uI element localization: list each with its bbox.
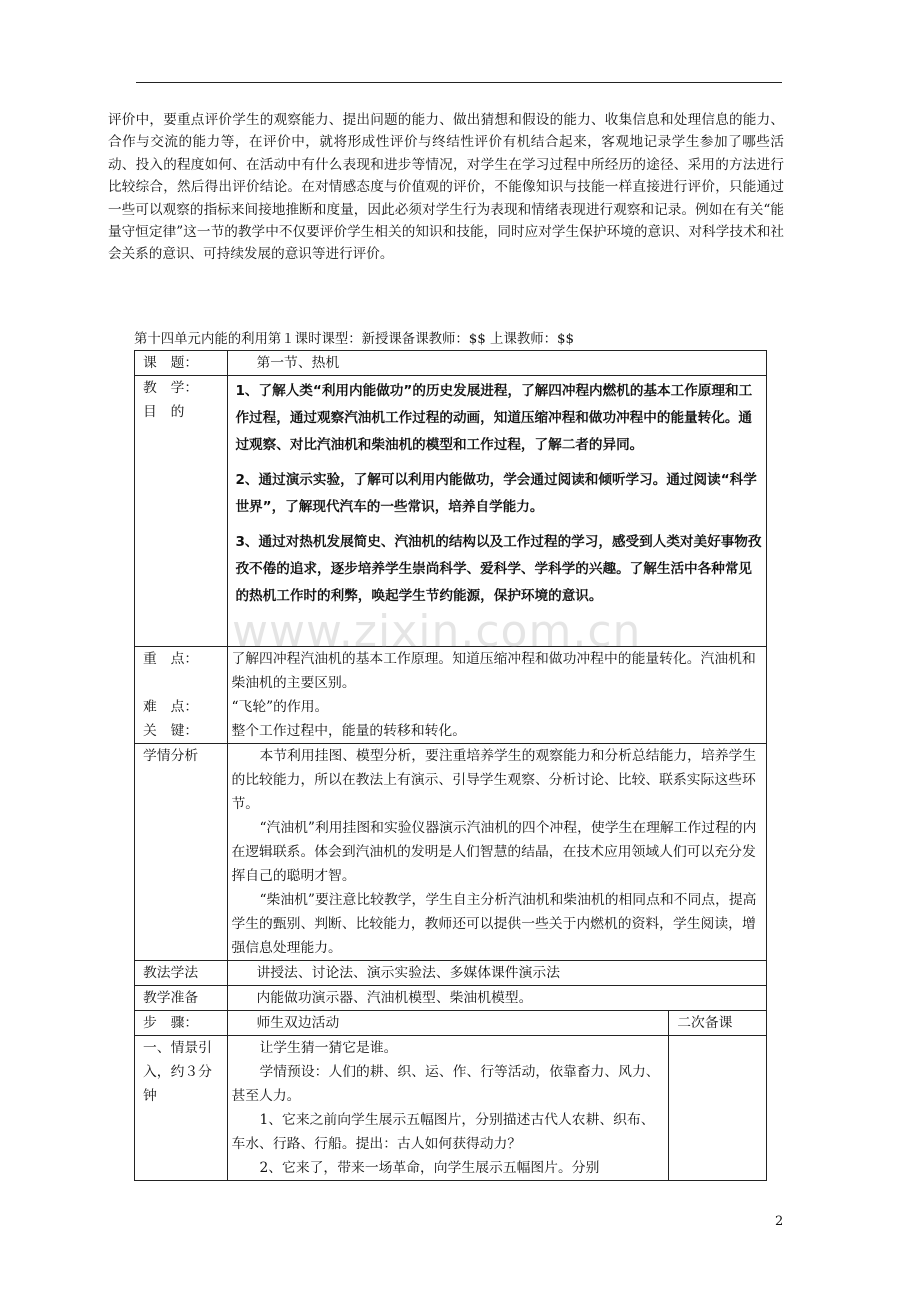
prep-value: 内能做功演示器、汽油机模型、柴油机模型。 bbox=[228, 986, 767, 1011]
objective-item: 1、了解人类“利用内能做功”的历史发展进程，了解四冲程内燃机的基本工作原理和工作过程，通过观察汽油机工作过程的动画，知道压缩冲程和做功冲程中的能量转化。通过观察、对比汽油机和柴油机的模型和工作过程，了解二者的异同。 bbox=[235, 383, 753, 453]
lesson-plan-table bbox=[134, 350, 767, 1181]
row-analysis bbox=[135, 744, 767, 961]
topic-value: 第一节、热机 bbox=[228, 351, 767, 376]
row-prep bbox=[135, 986, 767, 1011]
step1-label: 一、情景引入，约３分钟 bbox=[135, 1036, 228, 1181]
watermark: www.zixin.com.cn bbox=[232, 606, 642, 657]
objective-item: 2、通过演示实验，了解可以利用内能做功，学会通过阅读和倾听学习。通过阅读“科学世界”，了解现代汽车的一些常识，培养自学能力。 bbox=[235, 472, 757, 515]
step1-paragraph: 让学生猜一猜它是谁。 bbox=[259, 1040, 398, 1056]
second-prep-label: 二次备课 bbox=[669, 1011, 767, 1036]
analysis-label: 学情分析 bbox=[135, 744, 228, 961]
page-number: 2 bbox=[775, 1214, 784, 1229]
step1-second-prep bbox=[669, 1036, 767, 1181]
analysis-paragraph: “汽油机”利用挂图和实验仪器演示汽油机的四个冲程，使学生在理解工作过程的内在逻辑联系。体会到汽油机的发明是人们智慧的结晶，在技术应用领域人们可以充分发挥自己的聪明才智。 bbox=[231, 820, 757, 884]
analysis-paragraph: 本节利用挂图、模型分析，要注重培养学生的观察能力和分析总结能力，培养学生的比较能力，所以在教法上有演示、引导学生观察、分析讨论、比较、联系实际这些环节。 bbox=[231, 748, 757, 812]
step1-paragraph: 2、它来了，带来一场革命，向学生展示五幅图片。分别 bbox=[259, 1160, 600, 1176]
keypoint-text: 了解四冲程汽油机的基本工作原理。知道压缩冲程和做功冲程中的能量转化。汽油机和柴油机的主要区别。 bbox=[231, 651, 756, 691]
steps-label: 步 骤： bbox=[135, 1011, 228, 1036]
row-step1 bbox=[135, 1036, 767, 1181]
analysis-cell bbox=[228, 744, 767, 961]
difficulty-text: “飞轮”的作用。 bbox=[231, 699, 329, 715]
topic-label: 课 题： bbox=[135, 351, 228, 376]
step1-cell bbox=[228, 1036, 669, 1181]
keypoints-label: 重 点： 难 点： 关 键： bbox=[135, 647, 228, 744]
objective-item: 3、通过对热机发展简史、汽油机的结构以及工作过程的学习，感受到人类对美好事物孜孜不倦的追求，逐步培养学生崇尚科学、爱科学、学科学的兴趣。了解生活中各种常见的热机工作时的利弊，唤起学生节约能源，保护环境的意识。 bbox=[235, 534, 762, 604]
analysis-paragraph: “柴油机”要注意比较教学，学生自主分析汽油机和柴油机的相同点和不同点，提高学生的甄别、判断、比较能力，教师还可以提供一些关于内燃机的资料，学生阅读，增强信息处理能力。 bbox=[231, 892, 757, 956]
row-methods bbox=[135, 961, 767, 986]
header-rule bbox=[136, 82, 782, 83]
activities-label: 师生双边活动 bbox=[228, 1011, 669, 1036]
methods-value: 讲授法、讨论法、演示实验法、多媒体课件演示法 bbox=[228, 961, 767, 986]
row-topic bbox=[135, 351, 767, 376]
methods-label: 教法学法 bbox=[135, 961, 228, 986]
row-keypoints bbox=[135, 647, 767, 744]
keypoints-cell bbox=[228, 647, 767, 744]
objectives-label: 教 学： 目 的 bbox=[135, 376, 228, 647]
lesson-meta: 第十四单元内能的利用第１课时课型：新授课备课教师：$$ 上课教师：$$ bbox=[134, 332, 575, 347]
step1-paragraph: 1、它来之前向学生展示五幅图片，分别描述古代人农耕、织布、车水、行路、行船。提出：古人如何获得动力？ bbox=[231, 1112, 655, 1152]
row-steps-header bbox=[135, 1011, 767, 1036]
intro-paragraph: 评价中，要重点评价学生的观察能力、提出问题的能力、做出猜想和假设的能力、收集信息和处理信息的能力、合作与交流的能力等，在评价中，就将形成性评价与终结性评价有机结合起来，客观地记录学生参加了哪些活动、投入的程度如何、在活动中有什么表现和进步等情况，对学生在学习过程中所经历的途径、采用的方法进行比较综合，然后得出评价结论。在对情感态度与价值观的评价，不能像知识与技能一样直接进行评价，只能通过一些可以观察的指标来间接地推断和度量，因此必须对学生行为表现和情绪表现进行观察和记录。例如在有关“能量守恒定律”这一节的教学中不仅要评价学生相关的知识和技能，同时应对学生保护环境的意识、对科学技术和社会关系的意识、可持续发展的意识等进行评价。 bbox=[108, 112, 784, 263]
step1-paragraph: 学情预设：人们的耕、织、运、作、行等活动，依靠畜力、风力、甚至人力。 bbox=[231, 1064, 660, 1104]
key-text: 整个工作过程中，能量的转移和转化。 bbox=[231, 723, 467, 739]
prep-label: 教学准备 bbox=[135, 986, 228, 1011]
